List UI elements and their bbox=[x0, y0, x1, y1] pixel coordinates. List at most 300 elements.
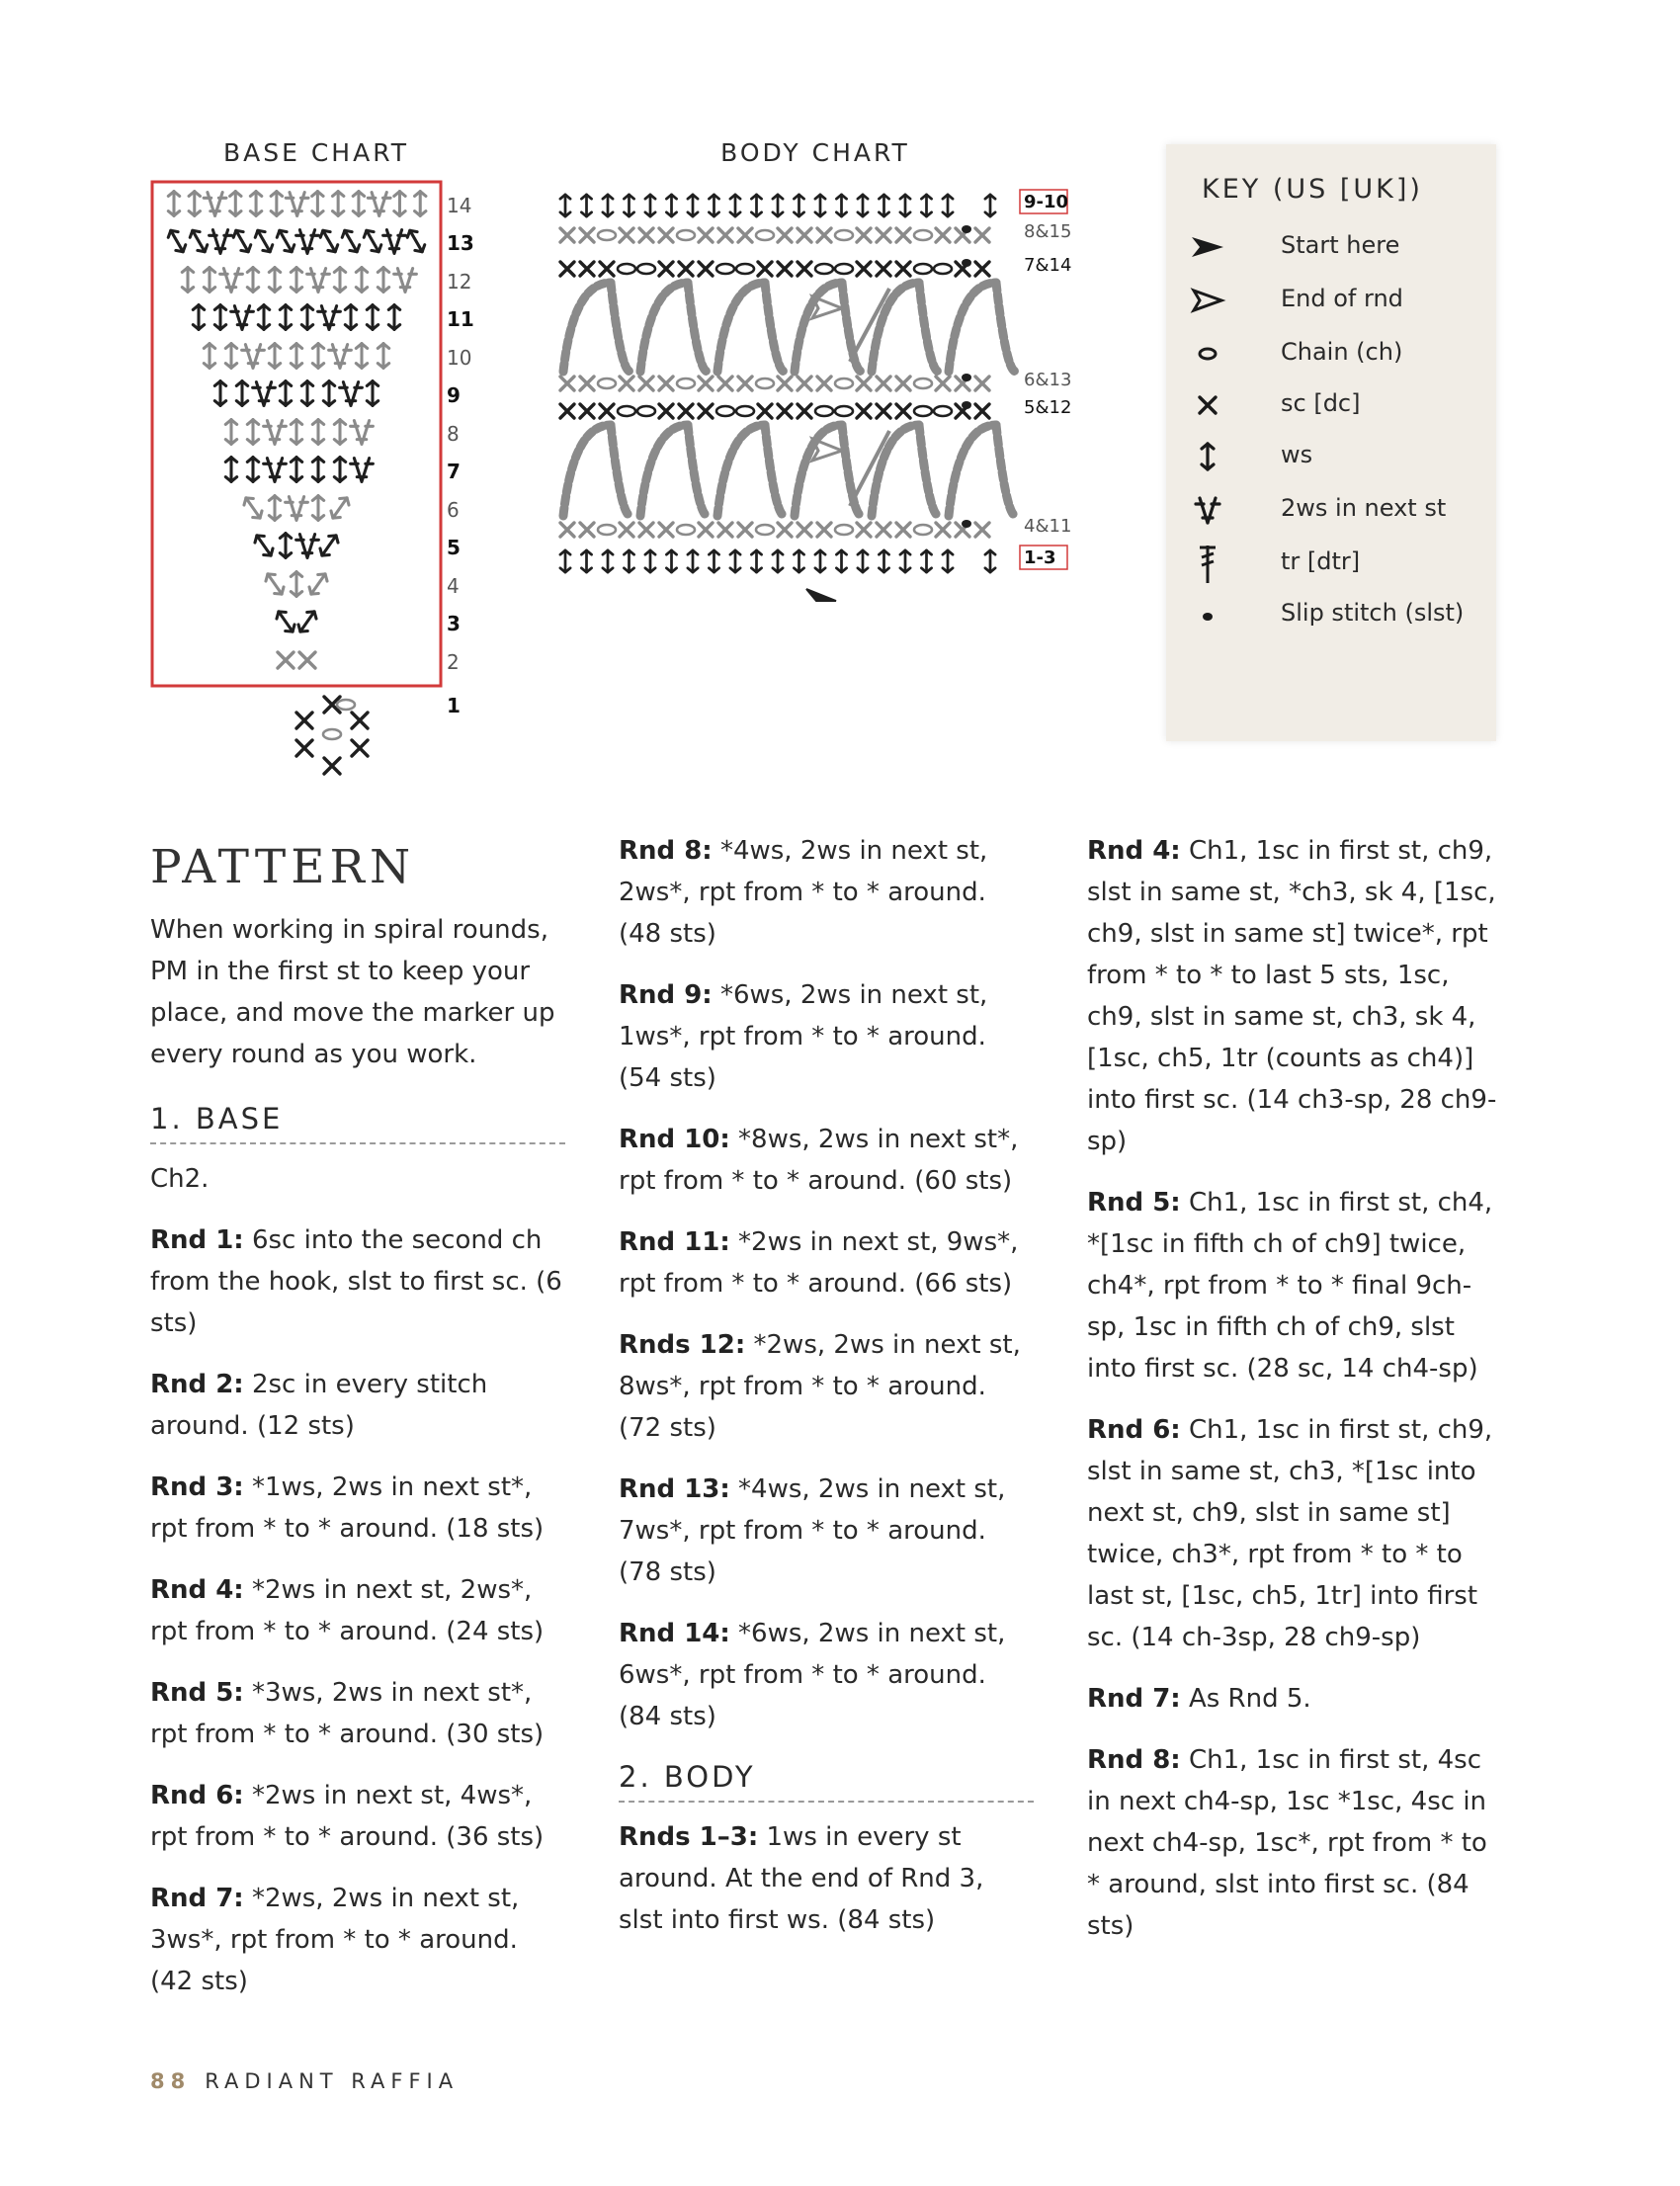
ws-stitch-mark bbox=[836, 550, 846, 572]
round-text: *2ws, 2ws in next st, 8ws*, rpt from * to * around. (72 sts) bbox=[619, 1330, 1021, 1443]
chain-loop-mark bbox=[765, 283, 785, 372]
round-text: 6sc into the second ch from the hook, slst to first sc. (6 sts) bbox=[150, 1225, 562, 1338]
round-instruction bbox=[1087, 830, 1502, 1162]
sc-cross-mark bbox=[324, 758, 340, 774]
sc-cross-mark bbox=[1200, 397, 1216, 413]
sc-cross-mark bbox=[896, 228, 910, 242]
ws-stitch-mark bbox=[225, 344, 236, 369]
chain-mark bbox=[598, 230, 616, 240]
ws-stitch-mark bbox=[301, 381, 312, 406]
ws-stitch-mark bbox=[560, 550, 570, 572]
ws-stitch-mark bbox=[291, 458, 301, 482]
increase-stitch-mark bbox=[264, 421, 287, 445]
base-row-number: 9 bbox=[447, 383, 461, 407]
sc-cross-mark bbox=[699, 523, 713, 537]
sc-cross-mark bbox=[560, 228, 574, 242]
ws-stitch-icon bbox=[1188, 437, 1227, 476]
sc-cross-mark bbox=[896, 377, 910, 390]
ws-stitch-mark bbox=[269, 344, 280, 369]
base-row-number: 11 bbox=[447, 307, 474, 331]
chain-mark bbox=[716, 406, 734, 416]
sc-cross-mark bbox=[798, 262, 811, 276]
round-label: Rnd 5: bbox=[1087, 1188, 1181, 1218]
round-instruction bbox=[150, 1467, 565, 1550]
sc-cross-mark bbox=[778, 404, 792, 418]
round-text: *1ws, 2ws in next st*, rpt from * to * around. (18 sts) bbox=[150, 1472, 545, 1544]
ws-stitch-mark bbox=[709, 195, 718, 216]
sc-cross-mark bbox=[975, 404, 989, 418]
ws-stitch-mark bbox=[581, 195, 591, 216]
increase-stitch-mark bbox=[394, 269, 417, 293]
body-row-label: 6&13 bbox=[1024, 370, 1072, 390]
round-instruction bbox=[619, 1816, 1034, 1941]
sc-cross-mark bbox=[778, 523, 792, 537]
sc-cross-mark bbox=[699, 228, 713, 242]
chain-mark bbox=[914, 264, 932, 274]
chain-mark bbox=[756, 378, 774, 388]
sc-cross-mark bbox=[896, 404, 910, 418]
increase-stitch-mark bbox=[231, 306, 254, 330]
body-chart bbox=[553, 174, 1107, 609]
sc-cross-mark bbox=[877, 404, 890, 418]
chain-mark bbox=[835, 230, 853, 240]
chain-mark bbox=[677, 230, 695, 240]
sc-cross-mark bbox=[877, 377, 890, 390]
sc-cross-mark bbox=[778, 228, 792, 242]
round-label: Rnd 11: bbox=[619, 1227, 730, 1257]
sc-cross-mark bbox=[718, 377, 732, 390]
sc-cross-mark bbox=[877, 262, 890, 276]
round-text: *2ws in next st, 4ws*, rpt from * to * around. (36 sts) bbox=[150, 1781, 545, 1852]
increase-stitch-mark bbox=[210, 230, 232, 254]
round-label: Rnd 8: bbox=[619, 836, 713, 866]
ws-stitch-mark bbox=[1202, 444, 1214, 469]
text-column-1 bbox=[150, 909, 565, 2022]
round-text: 2sc in every stitch around. (12 sts) bbox=[150, 1370, 488, 1441]
sc-cross-mark bbox=[975, 262, 989, 276]
ws-stitch-mark bbox=[921, 550, 931, 572]
sc-cross-mark bbox=[560, 404, 574, 418]
key-label: Slip stitch (slst) bbox=[1281, 599, 1465, 627]
ws-stitch-mark bbox=[340, 227, 362, 254]
key-label: End of rnd bbox=[1281, 285, 1403, 312]
ws-stitch-mark bbox=[378, 268, 388, 293]
round-instruction bbox=[619, 1119, 1034, 1202]
sc-cross-mark bbox=[778, 377, 792, 390]
ws-stitch-mark bbox=[225, 420, 236, 445]
base-row-number: 7 bbox=[447, 460, 461, 483]
base-section-heading: 1. BASE bbox=[150, 1099, 565, 1144]
chain-mark bbox=[756, 525, 774, 535]
ws-stitch-mark bbox=[985, 550, 995, 572]
increase-stitch-mark bbox=[307, 269, 330, 293]
ws-stitch-mark bbox=[328, 495, 352, 522]
sc-cross-mark bbox=[659, 523, 673, 537]
base-row-number: 1 bbox=[447, 694, 461, 717]
slip-stitch-icon bbox=[1188, 595, 1227, 634]
start-here-arrow-mark bbox=[806, 589, 836, 601]
ws-stitch-mark bbox=[230, 192, 241, 216]
end-round-arrow-mark bbox=[812, 439, 842, 461]
chain-mark bbox=[835, 378, 853, 388]
ws-stitch-mark bbox=[258, 305, 269, 330]
increase-stitch-mark bbox=[1196, 498, 1219, 523]
sc-cross-mark bbox=[352, 740, 368, 756]
sc-cross-mark bbox=[778, 262, 792, 276]
start-arrow-icon bbox=[1188, 227, 1227, 267]
ws-stitch-mark bbox=[250, 192, 261, 216]
ws-stitch-mark bbox=[985, 195, 995, 216]
ws-stitch-mark bbox=[773, 550, 783, 572]
key-label: Chain (ch) bbox=[1281, 338, 1403, 366]
increase-stitch-mark bbox=[264, 459, 287, 482]
chain-mark bbox=[815, 264, 833, 274]
round-text: *2ws in next st, 2ws*, rpt from * to * around. (24 sts) bbox=[150, 1575, 545, 1646]
ws-stitch-mark bbox=[317, 533, 341, 559]
slip-stitch-mark bbox=[962, 259, 971, 267]
chain-mark bbox=[934, 264, 952, 274]
round-instruction bbox=[150, 1878, 565, 2002]
sc-cross-mark bbox=[975, 523, 989, 537]
key-title: KEY (US [UK]) bbox=[1202, 174, 1423, 205]
ws-stitch-mark bbox=[241, 495, 265, 522]
key-row bbox=[1166, 490, 1496, 530]
chain-loop-mark bbox=[795, 425, 842, 516]
ws-stitch-mark bbox=[345, 305, 356, 330]
ws-stitch-mark bbox=[225, 458, 236, 482]
base-row-number: 13 bbox=[447, 231, 474, 255]
ws-stitch-mark bbox=[624, 550, 633, 572]
ws-stitch-mark bbox=[879, 550, 888, 572]
sc-cross-mark bbox=[620, 228, 633, 242]
ws-stitch-mark bbox=[334, 458, 345, 482]
ws-stitch-mark bbox=[921, 195, 931, 216]
key-panel bbox=[1166, 144, 1496, 741]
increase-stitch-mark bbox=[329, 345, 352, 369]
sc-cross-mark bbox=[560, 262, 574, 276]
round-text: *2ws in next st, 9ws*, rpt from * to * around. (66 sts) bbox=[619, 1227, 1019, 1299]
ws-stitch-mark bbox=[168, 192, 179, 216]
sc-cross-mark bbox=[857, 523, 871, 537]
body-row-label: 9-10 bbox=[1024, 192, 1069, 212]
sc-cross-mark bbox=[857, 228, 871, 242]
increase-stitch-mark bbox=[286, 497, 308, 521]
ws-stitch-mark bbox=[291, 344, 301, 369]
body-row-label: 4&11 bbox=[1024, 516, 1072, 537]
round-instruction bbox=[619, 974, 1034, 1099]
ws-stitch-mark bbox=[353, 192, 364, 216]
slip-stitch-mark bbox=[962, 225, 971, 233]
sc-cross-mark bbox=[738, 523, 752, 537]
slip-stitch-mark bbox=[962, 401, 971, 409]
sc-cross-icon bbox=[1188, 385, 1227, 425]
ws-stitch-mark bbox=[312, 496, 323, 521]
ws-stitch-mark bbox=[269, 496, 280, 521]
base-row-number: 14 bbox=[447, 194, 472, 217]
sc-cross-mark bbox=[620, 377, 633, 390]
sc-cross-mark bbox=[352, 713, 368, 728]
round-label: Rnd 2: bbox=[150, 1370, 244, 1399]
round-instruction bbox=[1087, 1739, 1502, 1947]
ws-stitch-mark bbox=[645, 195, 655, 216]
round-instruction bbox=[1087, 1409, 1502, 1658]
chain-mark bbox=[835, 525, 853, 535]
ws-stitch-mark bbox=[815, 550, 825, 572]
ws-stitch-mark bbox=[247, 458, 258, 482]
sc-cross-mark bbox=[639, 377, 653, 390]
sc-cross-mark bbox=[639, 228, 653, 242]
chain-loop-mark bbox=[688, 283, 708, 372]
sc-cross-mark bbox=[877, 523, 890, 537]
ws-stitch-mark bbox=[581, 550, 591, 572]
ws-stitch-mark bbox=[367, 381, 378, 406]
increase-stitch-mark bbox=[220, 269, 243, 293]
body-section-heading: 2. BODY bbox=[619, 1757, 1034, 1803]
ws-stitch-mark bbox=[306, 571, 330, 598]
ws-stitch-mark bbox=[388, 305, 399, 330]
round-label: Rnd 8: bbox=[1087, 1745, 1181, 1775]
key-row bbox=[1166, 437, 1496, 476]
increase-stitch-mark bbox=[286, 193, 308, 216]
ws-stitch-mark bbox=[730, 550, 740, 572]
ws-stitch-mark bbox=[858, 550, 868, 572]
body-row-label: 7&14 bbox=[1024, 255, 1072, 276]
chain-loop-mark bbox=[688, 425, 708, 516]
sc-cross-mark bbox=[296, 713, 312, 728]
chain-loop-mark bbox=[949, 425, 996, 516]
ws-stitch-mark bbox=[645, 550, 655, 572]
sc-cross-mark bbox=[560, 523, 574, 537]
sc-cross-mark bbox=[679, 404, 693, 418]
chain-mark bbox=[835, 264, 853, 274]
round-label: Rnd 3: bbox=[150, 1472, 244, 1502]
ws-stitch-mark bbox=[312, 420, 323, 445]
ws-stitch-mark bbox=[356, 268, 367, 293]
ws-stitch-mark bbox=[688, 550, 698, 572]
base-row-number: 4 bbox=[447, 574, 460, 598]
ws-stitch-mark bbox=[271, 192, 282, 216]
round-text: *6ws, 2ws in next st, 6ws*, rpt from * to * around. (84 sts) bbox=[619, 1619, 1006, 1731]
pattern-title: PATTERN bbox=[150, 840, 416, 894]
base-row-number: 6 bbox=[447, 498, 460, 522]
ws-stitch-mark bbox=[900, 195, 910, 216]
ws-stitch-mark bbox=[709, 550, 718, 572]
chain-loop-mark bbox=[872, 283, 919, 372]
round-instruction bbox=[1087, 1678, 1502, 1720]
end-arrow-icon bbox=[1188, 281, 1227, 320]
ws-stitch-mark bbox=[312, 458, 323, 482]
ws-stitch-mark bbox=[730, 195, 740, 216]
chain-mark bbox=[337, 700, 355, 710]
key-row bbox=[1166, 334, 1496, 374]
round-text: *4ws, 2ws in next st, 2ws*, rpt from * to * around. (48 sts) bbox=[619, 836, 988, 949]
chain-mark bbox=[835, 406, 853, 416]
2ws-increase-icon bbox=[1188, 490, 1227, 530]
base-row-number: 10 bbox=[447, 346, 472, 370]
sc-cross-mark bbox=[699, 404, 713, 418]
ws-stitch-mark bbox=[193, 305, 204, 330]
chain-mark bbox=[914, 230, 932, 240]
body-row-label: 1-3 bbox=[1024, 547, 1056, 568]
sc-cross-mark bbox=[699, 262, 713, 276]
ws-stitch-mark bbox=[356, 344, 367, 369]
key-row bbox=[1166, 595, 1496, 634]
round-label: Rnd 1: bbox=[150, 1225, 244, 1255]
round-instruction bbox=[150, 1364, 565, 1447]
text-column-3 bbox=[1087, 830, 1502, 1967]
slip-stitch-mark bbox=[962, 374, 971, 381]
sc-cross-mark bbox=[718, 228, 732, 242]
ws-stitch-mark bbox=[815, 195, 825, 216]
key-label: sc [dc] bbox=[1281, 389, 1361, 417]
ws-stitch-mark bbox=[362, 227, 383, 254]
sc-cross-mark bbox=[975, 228, 989, 242]
sc-cross-mark bbox=[278, 652, 294, 668]
ws-stitch-mark bbox=[312, 192, 323, 216]
chain-loop-mark bbox=[563, 425, 611, 516]
sc-cross-mark bbox=[620, 523, 633, 537]
sc-cross-mark bbox=[817, 228, 831, 242]
chain-loop-mark bbox=[919, 425, 939, 516]
ws-stitch-mark bbox=[943, 550, 953, 572]
sc-cross-mark bbox=[817, 523, 831, 537]
sc-cross-mark bbox=[817, 377, 831, 390]
ws-stitch-mark bbox=[274, 609, 297, 635]
round-label: Rnds 1–3: bbox=[619, 1822, 759, 1852]
ws-stitch-mark bbox=[900, 550, 910, 572]
ws-stitch-mark bbox=[334, 420, 345, 445]
body-row-label: 8&15 bbox=[1024, 221, 1072, 242]
body-row-label: 5&12 bbox=[1024, 397, 1072, 418]
round-label: Rnd 5: bbox=[150, 1678, 244, 1708]
key-row bbox=[1166, 544, 1496, 583]
base-chart-title: BASE CHART bbox=[222, 138, 410, 167]
chain-loop-mark bbox=[996, 425, 1016, 516]
increase-stitch-mark bbox=[318, 306, 341, 330]
sc-cross-mark bbox=[936, 228, 950, 242]
sc-cross-mark bbox=[896, 523, 910, 537]
increase-stitch-mark bbox=[383, 230, 406, 254]
chain-mark bbox=[934, 406, 952, 416]
chain-mark bbox=[756, 230, 774, 240]
ws-stitch-mark bbox=[295, 609, 319, 635]
increase-stitch-mark bbox=[253, 382, 276, 406]
base-start-instruction: Ch2. bbox=[150, 1164, 210, 1194]
ws-stitch-mark bbox=[275, 227, 296, 254]
chain-mark bbox=[677, 378, 695, 388]
round-text: Ch1, 1sc in first st, ch9, slst in same st, *ch3, sk 4, [1sc, ch9, slst in same st] twice*, rpt from * to * to last 5 sts, 1sc, ch9, slst in same st, ch3, sk 4, [1sc, ch5, 1tr (counts as ch4)] into first sc. (14 ch3-sp, 28 ch9-sp) bbox=[1087, 836, 1497, 1156]
sc-cross-mark bbox=[296, 740, 312, 756]
round-label: Rnds 12: bbox=[619, 1330, 746, 1360]
round-text: As Rnd 5. bbox=[1180, 1684, 1311, 1714]
sc-cross-mark bbox=[580, 228, 594, 242]
chain-mark bbox=[815, 406, 833, 416]
base-chart bbox=[138, 174, 494, 797]
chain-mark bbox=[736, 406, 754, 416]
end-round-arrow-mark bbox=[812, 296, 842, 318]
chain-loop-mark bbox=[640, 425, 688, 516]
chain-loop-mark bbox=[563, 283, 611, 372]
chain-loop-mark bbox=[765, 425, 785, 516]
ws-stitch-mark bbox=[603, 195, 613, 216]
round-label: Rnd 6: bbox=[150, 1781, 244, 1810]
ws-stitch-mark bbox=[263, 571, 287, 598]
sc-cross-mark bbox=[659, 228, 673, 242]
ws-stitch-mark bbox=[836, 195, 846, 216]
ws-stitch-mark bbox=[624, 195, 633, 216]
ws-stitch-mark bbox=[794, 550, 803, 572]
ws-stitch-mark bbox=[773, 195, 783, 216]
sc-cross-mark bbox=[718, 523, 732, 537]
round-instruction bbox=[619, 1324, 1034, 1449]
chain-loop-mark bbox=[717, 283, 765, 372]
chain-mark bbox=[637, 264, 655, 274]
chain-mark bbox=[323, 729, 341, 739]
sc-cross-mark bbox=[975, 377, 989, 390]
ws-stitch-mark bbox=[688, 195, 698, 216]
sc-cross-mark bbox=[758, 404, 772, 418]
round-instruction bbox=[619, 1221, 1034, 1304]
sc-cross-mark bbox=[896, 262, 910, 276]
sc-cross-mark bbox=[679, 262, 693, 276]
key-label: ws bbox=[1281, 441, 1313, 468]
round-label: Rnd 14: bbox=[619, 1619, 730, 1648]
sc-cross-mark bbox=[857, 377, 871, 390]
chain-mark bbox=[716, 264, 734, 274]
sc-cross-mark bbox=[299, 652, 315, 668]
ws-stitch-mark bbox=[603, 550, 613, 572]
sc-cross-mark bbox=[659, 377, 673, 390]
round-label: Rnd 4: bbox=[1087, 836, 1181, 866]
ws-stitch-mark bbox=[247, 420, 258, 445]
ws-stitch-mark bbox=[280, 534, 291, 558]
chain-loop-mark bbox=[949, 283, 996, 372]
ws-stitch-mark bbox=[318, 227, 340, 254]
round-text: *4ws, 2ws in next st, 7ws*, rpt from * to * around. (78 sts) bbox=[619, 1474, 1006, 1587]
ws-stitch-mark bbox=[204, 344, 214, 369]
ws-stitch-mark bbox=[231, 227, 253, 254]
round-instruction bbox=[619, 1469, 1034, 1593]
ws-stitch-mark bbox=[405, 227, 427, 254]
ws-stitch-mark bbox=[269, 268, 280, 293]
ws-stitch-mark bbox=[214, 305, 225, 330]
sc-cross-mark bbox=[798, 228, 811, 242]
sc-cross-mark bbox=[639, 523, 653, 537]
text-column-2 bbox=[619, 830, 1034, 1961]
ws-stitch-mark bbox=[879, 195, 888, 216]
increase-stitch-mark bbox=[351, 421, 374, 445]
chain-mark bbox=[914, 525, 932, 535]
ws-stitch-mark bbox=[323, 381, 334, 406]
increase-stitch-mark bbox=[296, 230, 319, 254]
chain-mark bbox=[598, 378, 616, 388]
ws-stitch-mark bbox=[751, 195, 761, 216]
base-row-number: 12 bbox=[447, 270, 472, 294]
chain-mark bbox=[914, 406, 932, 416]
chain-mark bbox=[677, 525, 695, 535]
ws-stitch-mark bbox=[253, 227, 275, 254]
round-label: Rnd 4: bbox=[150, 1575, 244, 1605]
increase-stitch-mark bbox=[296, 535, 319, 558]
base-row-number: 8 bbox=[447, 422, 460, 446]
chain-loop-mark bbox=[919, 283, 939, 372]
round-label: Rnd 9: bbox=[619, 980, 713, 1010]
ws-stitch-mark bbox=[188, 227, 210, 254]
sc-cross-mark bbox=[758, 262, 772, 276]
round-text: *8ws, 2ws in next st*, rpt from * to * around. (60 sts) bbox=[619, 1125, 1019, 1196]
ws-stitch-mark bbox=[666, 195, 676, 216]
ws-stitch-mark bbox=[666, 550, 676, 572]
